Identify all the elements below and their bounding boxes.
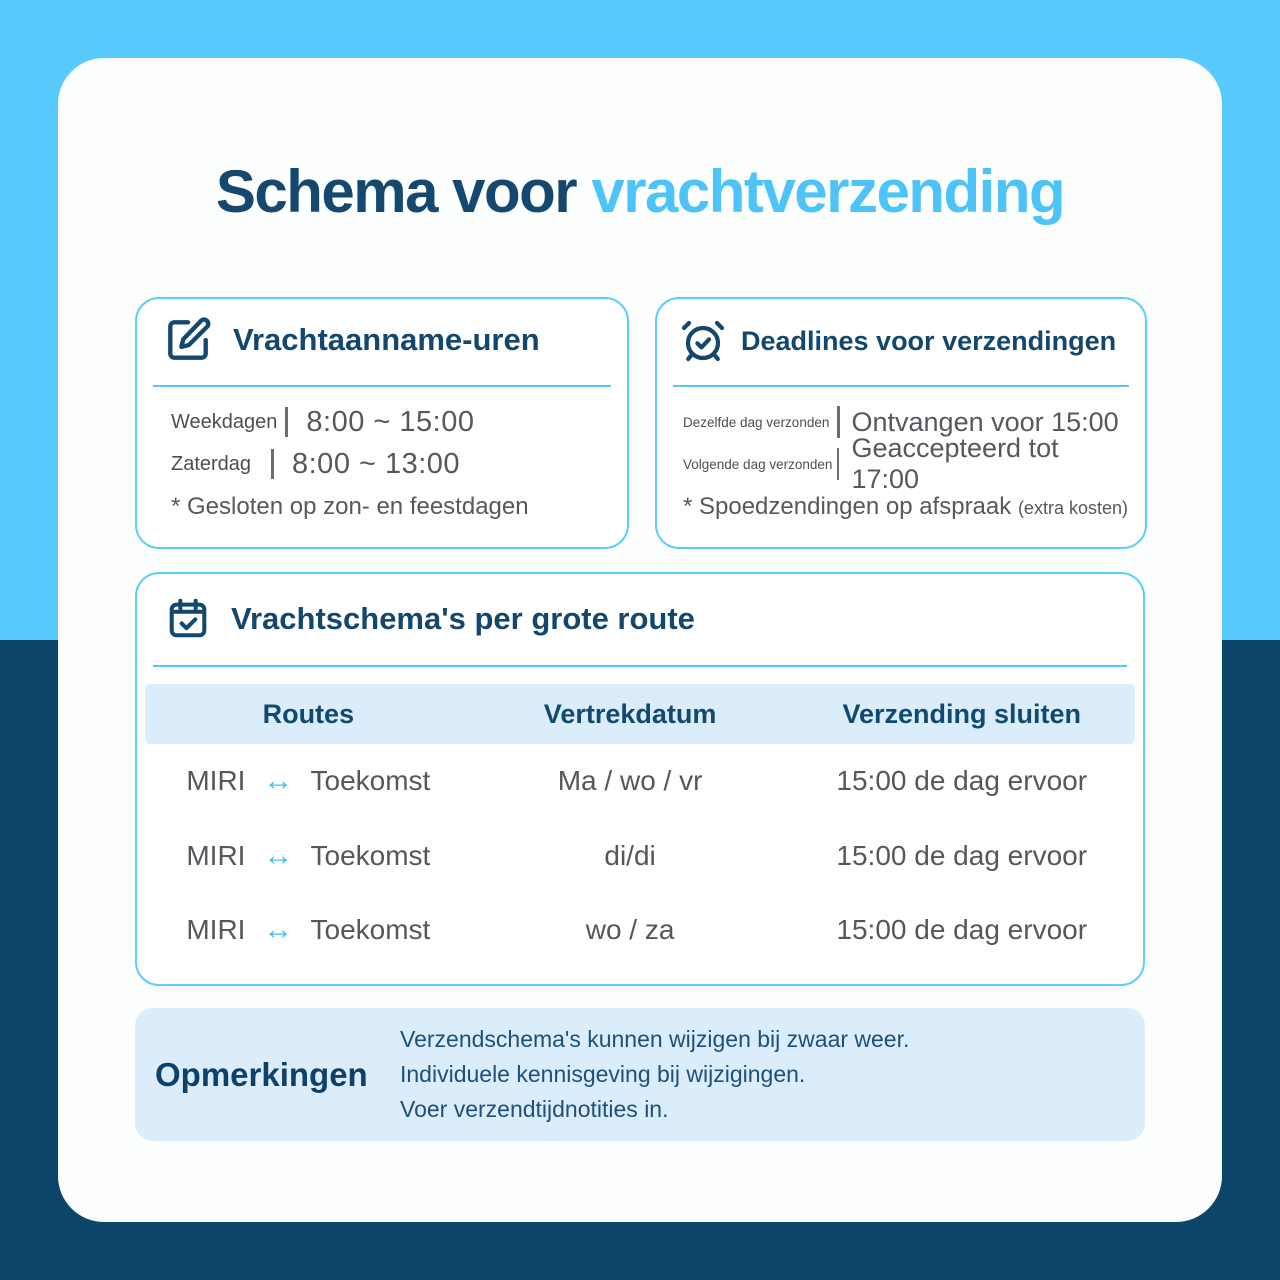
deadlines-rows bbox=[683, 401, 1131, 521]
notes-line: Individuele kennisgeving bij wijzigingen. bbox=[400, 1061, 806, 1087]
route-from: MIRI bbox=[186, 765, 246, 797]
notes-line: Voer verzendtijdnotities in. bbox=[400, 1096, 669, 1122]
deadlines-card bbox=[655, 297, 1147, 549]
column-header-routes: Routes bbox=[262, 698, 355, 729]
route-from: MIRI bbox=[186, 914, 246, 946]
route-arrow-icon: ↔ bbox=[263, 913, 294, 947]
route-cell bbox=[145, 913, 472, 947]
acceptance-divider bbox=[153, 385, 611, 387]
deadline-row-value: Ontvangen voor 15:00 bbox=[851, 406, 1119, 437]
route-to: Toekomst bbox=[310, 914, 431, 946]
acceptance-row-label: Zaterdag bbox=[171, 452, 252, 475]
deadlines-card-title: Deadlines voor verzendingen bbox=[741, 325, 1117, 356]
alarm-clock-check-icon bbox=[679, 317, 727, 365]
main-sheet bbox=[58, 58, 1222, 1222]
acceptance-hours-card bbox=[135, 297, 629, 549]
departure-cell: Ma / wo / vr bbox=[557, 765, 703, 797]
schedule-card bbox=[135, 572, 1145, 986]
page-title-accent: vrachtverzending bbox=[591, 158, 1065, 225]
route-from: MIRI bbox=[186, 839, 246, 871]
notes-panel bbox=[135, 1008, 1145, 1141]
notes-title: Opmerkingen bbox=[155, 1055, 368, 1093]
notes-lines bbox=[400, 1022, 1121, 1127]
deadlines-note-suffix: (extra kosten) bbox=[1017, 498, 1128, 518]
departure-cell: wo / za bbox=[585, 914, 675, 946]
schedule-divider bbox=[153, 665, 1127, 667]
route-to: Toekomst bbox=[310, 765, 431, 797]
separator-bar bbox=[285, 407, 288, 437]
column-header-departure: Vertrekdatum bbox=[543, 698, 717, 729]
deadline-row-label: Volgende dag verzonden bbox=[683, 456, 833, 472]
deadline-row-next-day bbox=[683, 433, 1131, 494]
deadlines-note-main: * Spoedzendingen op afspraak bbox=[683, 493, 1012, 520]
table-row bbox=[145, 893, 1135, 968]
separator-bar bbox=[271, 449, 274, 479]
acceptance-card-header bbox=[163, 315, 540, 365]
table-row bbox=[145, 819, 1135, 894]
schedule-table-body bbox=[145, 744, 1135, 968]
acceptance-note: * Gesloten op zon- en feestdagen bbox=[171, 493, 529, 520]
route-cell bbox=[145, 839, 472, 873]
acceptance-row-weekdays bbox=[171, 401, 607, 443]
calendar-check-icon bbox=[165, 596, 211, 642]
deadlines-divider bbox=[673, 385, 1129, 387]
notes-line: Verzendschema's kunnen wijzigen bij zwaar weer. bbox=[400, 1026, 910, 1052]
column-header-closing: Verzending sluiten bbox=[842, 698, 1081, 729]
acceptance-rows bbox=[171, 401, 607, 521]
deadlines-note bbox=[683, 493, 1131, 521]
page-title-dark: Schema voor bbox=[215, 158, 577, 225]
schedule-table-header bbox=[145, 684, 1135, 744]
separator-bar bbox=[837, 406, 840, 438]
acceptance-card-title: Vrachtaanname-uren bbox=[233, 322, 540, 357]
deadlines-card-header bbox=[679, 317, 1116, 365]
table-row bbox=[145, 744, 1135, 819]
schedule-card-header bbox=[165, 596, 695, 642]
acceptance-row-value: 8:00 ~ 15:00 bbox=[306, 405, 475, 438]
acceptance-row-value: 8:00 ~ 13:00 bbox=[292, 447, 461, 480]
closing-cell: 15:00 de dag ervoor bbox=[836, 914, 1088, 946]
edit-square-icon bbox=[163, 315, 213, 365]
acceptance-row-saturday bbox=[171, 443, 607, 485]
schedule-card-title: Vrachtschema's per grote route bbox=[231, 601, 695, 636]
route-to: Toekomst bbox=[310, 839, 431, 871]
separator-bar bbox=[837, 448, 839, 480]
closing-cell: 15:00 de dag ervoor bbox=[836, 839, 1088, 871]
route-cell bbox=[145, 764, 472, 798]
acceptance-row-label: Weekdagen bbox=[171, 410, 278, 433]
deadline-row-label: Dezelfde dag verzonden bbox=[683, 414, 830, 430]
closing-cell: 15:00 de dag ervoor bbox=[836, 765, 1088, 797]
route-arrow-icon: ↔ bbox=[263, 764, 294, 798]
deadline-row-value: Geaccepteerd tot 17:00 bbox=[851, 433, 1059, 494]
page-title bbox=[58, 158, 1222, 226]
departure-cell: di/di bbox=[604, 839, 656, 871]
route-arrow-icon: ↔ bbox=[263, 838, 294, 872]
